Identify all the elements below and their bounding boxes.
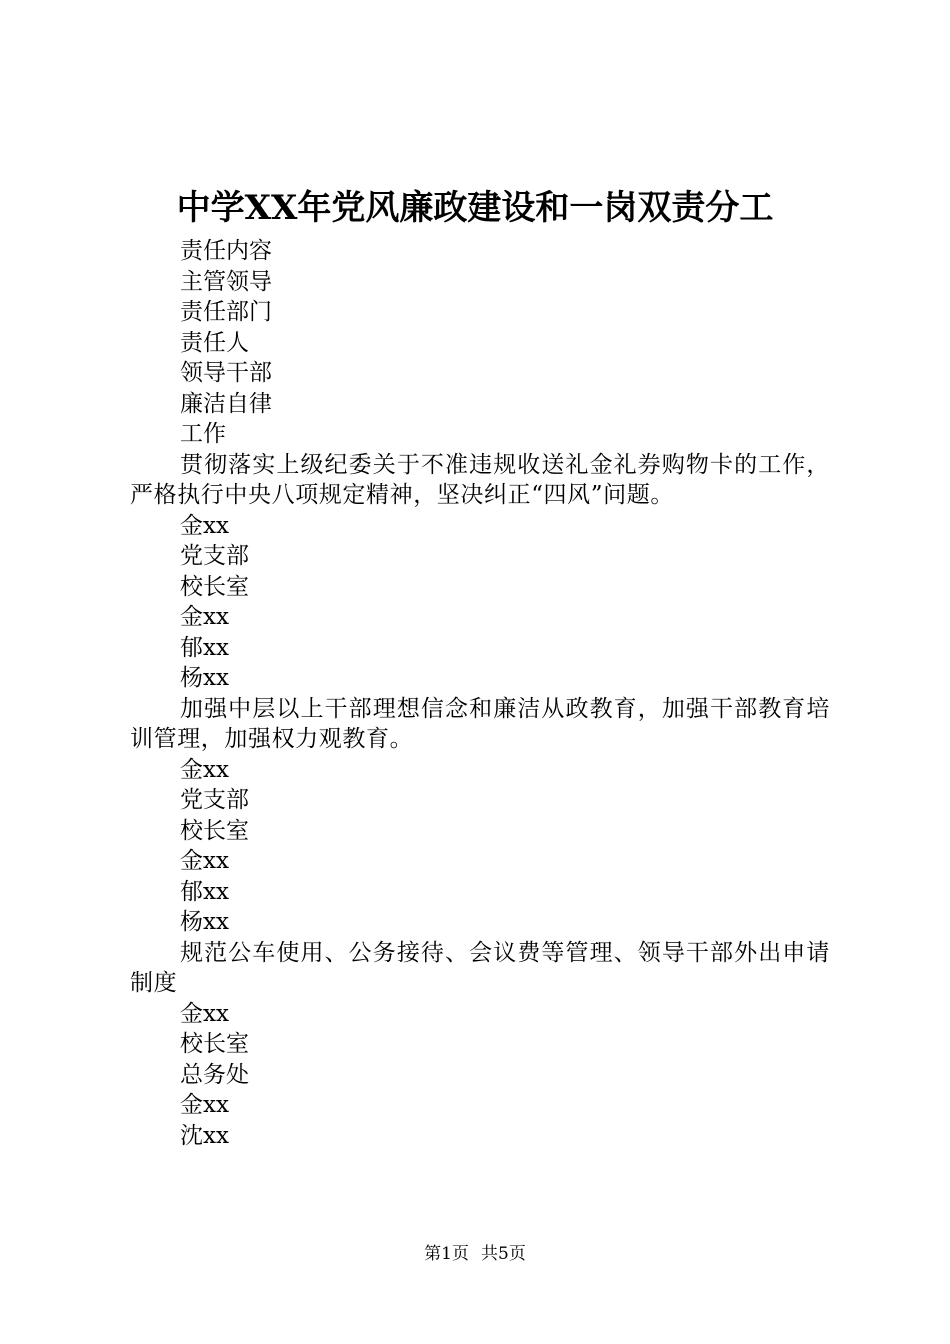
text-line: 杨xx (180, 665, 229, 691)
page-total: 共5页 (481, 1244, 526, 1264)
text-line: 党支部 (180, 787, 249, 813)
text-line: 沈xx (180, 1122, 229, 1149)
text-line: 金xx (180, 604, 229, 630)
text-line: 金xx (180, 756, 229, 783)
text-line: 郁xx (180, 878, 229, 905)
text-line: 金xx (180, 1000, 229, 1027)
text-line: 责任内容 (180, 238, 272, 264)
text-line: 领导干部 (180, 360, 272, 386)
text-line: 金xx (180, 512, 229, 539)
text-line: 校长室 (180, 817, 249, 844)
text-line: 校长室 (180, 573, 249, 600)
text-line: 廉洁自律 (180, 390, 272, 417)
text-line: 总务处 (180, 1061, 249, 1088)
text-line: 工作 (180, 421, 226, 447)
page-number: 第1页 (424, 1244, 469, 1264)
text-line: 责任部门 (180, 299, 272, 325)
document-body (130, 236, 830, 1151)
text-line: 杨xx (180, 909, 229, 935)
paragraph: 规范公车使用、公务接待、会议费等管理、领导干部外出申请制度 (130, 939, 830, 996)
text-line: 金xx (180, 1092, 229, 1118)
text-line: 金xx (180, 848, 229, 874)
text-line: 责任人 (180, 329, 249, 356)
text-line: 主管领导 (180, 268, 272, 295)
document-title: 中学XX年党风廉政建设和一岗双责分工 (176, 188, 774, 228)
paragraph: 加强中层以上干部理想信念和廉洁从政教育，加强干部教育培训管理，加强权力观教育。 (130, 695, 830, 752)
text-line: 校长室 (180, 1031, 249, 1057)
page-footer (0, 1242, 950, 1266)
text-line: 党支部 (180, 543, 249, 569)
paragraph: 贯彻落实上级纪委关于不准违规收送礼金礼券购物卡的工作，严格执行中央八项规定精神，坚决纠正“四风”问题。 (130, 451, 830, 508)
text-line: 郁xx (180, 634, 229, 661)
